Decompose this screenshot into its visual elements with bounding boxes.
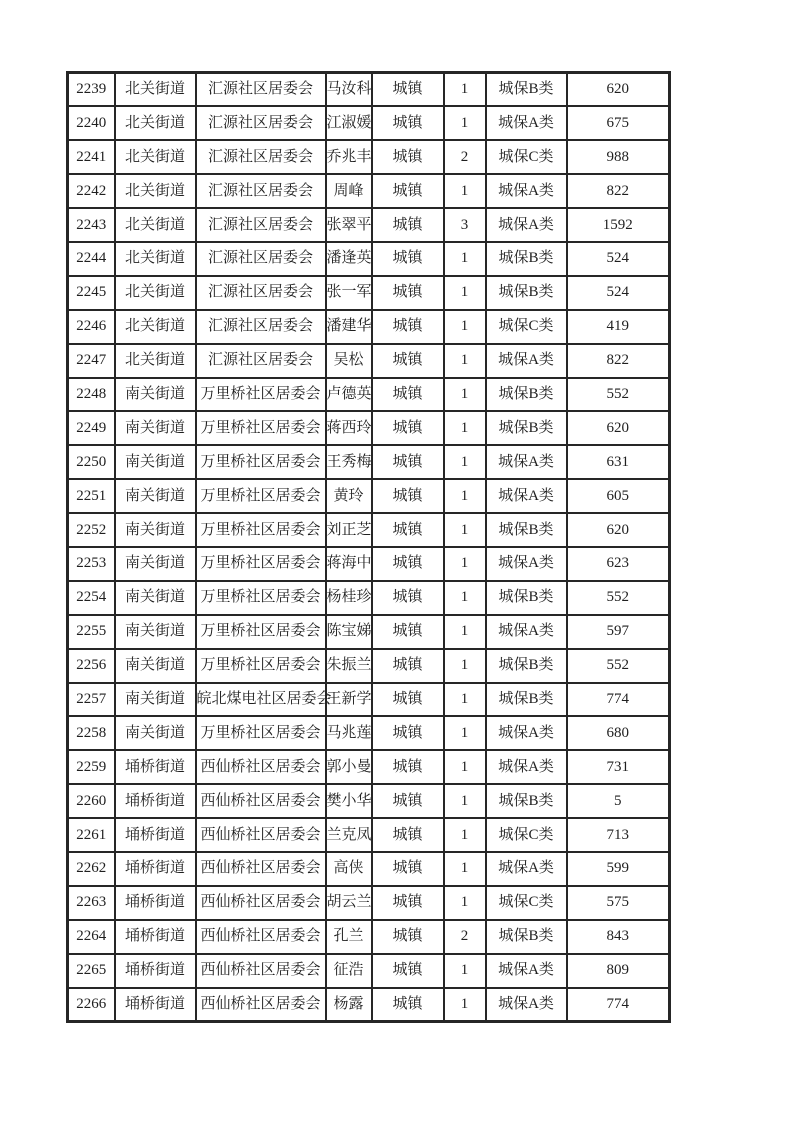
table-row bbox=[68, 716, 670, 750]
table-cell: 埇桥街道 bbox=[115, 750, 196, 784]
table-cell: 822 bbox=[567, 174, 670, 208]
table-row bbox=[68, 479, 670, 513]
table-cell: 埇桥街道 bbox=[115, 852, 196, 886]
table-cell: 北关街道 bbox=[115, 174, 196, 208]
table-cell: 城保A类 bbox=[486, 445, 567, 479]
table-cell: 汇源社区居委会 bbox=[196, 140, 326, 174]
table-cell: 城镇 bbox=[372, 344, 444, 378]
table-cell: 北关街道 bbox=[115, 73, 196, 107]
table-cell: 埇桥街道 bbox=[115, 920, 196, 954]
table-cell: 2 bbox=[444, 920, 486, 954]
table-cell: 2247 bbox=[68, 344, 115, 378]
table-cell: 城保B类 bbox=[486, 242, 567, 276]
table-cell: 城镇 bbox=[372, 954, 444, 988]
table-cell: 1 bbox=[444, 750, 486, 784]
table-row bbox=[68, 242, 670, 276]
table-row bbox=[68, 581, 670, 615]
table-cell: 南关街道 bbox=[115, 547, 196, 581]
table-cell: 潘建华 bbox=[326, 310, 372, 344]
table-cell: 1 bbox=[444, 513, 486, 547]
table-cell: 城镇 bbox=[372, 716, 444, 750]
table-cell: 北关街道 bbox=[115, 310, 196, 344]
table-cell: 兰克凤 bbox=[326, 818, 372, 852]
table-cell: 南关街道 bbox=[115, 683, 196, 717]
table-cell: 汇源社区居委会 bbox=[196, 106, 326, 140]
table-row bbox=[68, 513, 670, 547]
table-cell: 3 bbox=[444, 208, 486, 242]
table-cell: 刘正芝 bbox=[326, 513, 372, 547]
table-cell: 2 bbox=[444, 140, 486, 174]
table-cell: 北关街道 bbox=[115, 208, 196, 242]
table-cell: 西仙桥社区居委会 bbox=[196, 818, 326, 852]
table-cell: 631 bbox=[567, 445, 670, 479]
table-cell: 城镇 bbox=[372, 615, 444, 649]
table-cell: 城保A类 bbox=[486, 344, 567, 378]
table-cell: 埇桥街道 bbox=[115, 988, 196, 1022]
table-cell: 城镇 bbox=[372, 513, 444, 547]
table-row bbox=[68, 954, 670, 988]
table-cell: 杨露 bbox=[326, 988, 372, 1022]
table-cell: 城保A类 bbox=[486, 750, 567, 784]
table-cell: 王新学 bbox=[326, 683, 372, 717]
table-cell: 2244 bbox=[68, 242, 115, 276]
table-cell: 988 bbox=[567, 140, 670, 174]
table-cell: 汇源社区居委会 bbox=[196, 344, 326, 378]
table-cell: 1 bbox=[444, 310, 486, 344]
table-cell: 征浩 bbox=[326, 954, 372, 988]
table-cell: 城保A类 bbox=[486, 106, 567, 140]
table-cell: 1 bbox=[444, 886, 486, 920]
table-cell: 城镇 bbox=[372, 174, 444, 208]
table-cell: 孔兰 bbox=[326, 920, 372, 954]
table-cell: 城保A类 bbox=[486, 615, 567, 649]
table-row bbox=[68, 378, 670, 412]
table-cell: 2241 bbox=[68, 140, 115, 174]
table-cell: 2265 bbox=[68, 954, 115, 988]
table-cell: 埇桥街道 bbox=[115, 886, 196, 920]
table-row bbox=[68, 547, 670, 581]
table-cell: 524 bbox=[567, 276, 670, 310]
table-cell: 599 bbox=[567, 852, 670, 886]
table-cell: 城保B类 bbox=[486, 411, 567, 445]
table-cell: 万里桥社区居委会 bbox=[196, 513, 326, 547]
table-cell: 1 bbox=[444, 378, 486, 412]
table-cell: 575 bbox=[567, 886, 670, 920]
table-row bbox=[68, 344, 670, 378]
table-cell: 城保A类 bbox=[486, 954, 567, 988]
table-cell: 万里桥社区居委会 bbox=[196, 479, 326, 513]
table-cell: 万里桥社区居委会 bbox=[196, 378, 326, 412]
table-cell: 2249 bbox=[68, 411, 115, 445]
table-cell: 北关街道 bbox=[115, 344, 196, 378]
table-cell: 西仙桥社区居委会 bbox=[196, 852, 326, 886]
table-cell: 城镇 bbox=[372, 683, 444, 717]
table-cell: 城保B类 bbox=[486, 73, 567, 107]
table-cell: 1 bbox=[444, 411, 486, 445]
table-cell: 2253 bbox=[68, 547, 115, 581]
table-cell: 1 bbox=[444, 615, 486, 649]
table-cell: 南关街道 bbox=[115, 479, 196, 513]
table-cell: 2255 bbox=[68, 615, 115, 649]
table-cell: 680 bbox=[567, 716, 670, 750]
table-cell: 城镇 bbox=[372, 378, 444, 412]
table-cell: 675 bbox=[567, 106, 670, 140]
table-cell: 城保A类 bbox=[486, 208, 567, 242]
table-cell: 南关街道 bbox=[115, 378, 196, 412]
table-cell: 埇桥街道 bbox=[115, 954, 196, 988]
table-cell: 胡云兰 bbox=[326, 886, 372, 920]
table-cell: 城镇 bbox=[372, 920, 444, 954]
table-cell: 黄玲 bbox=[326, 479, 372, 513]
table-cell: 汇源社区居委会 bbox=[196, 174, 326, 208]
table-cell: 王秀梅 bbox=[326, 445, 372, 479]
table-cell: 1 bbox=[444, 716, 486, 750]
table-cell: 城保B类 bbox=[486, 649, 567, 683]
table-cell: 西仙桥社区居委会 bbox=[196, 784, 326, 818]
table-cell: 2248 bbox=[68, 378, 115, 412]
table-cell: 潘逢英 bbox=[326, 242, 372, 276]
table-row bbox=[68, 73, 670, 107]
table-cell: 713 bbox=[567, 818, 670, 852]
table-cell: 城镇 bbox=[372, 750, 444, 784]
table-cell: 汇源社区居委会 bbox=[196, 310, 326, 344]
table-row bbox=[68, 886, 670, 920]
table-cell: 吴松 bbox=[326, 344, 372, 378]
table-cell: 774 bbox=[567, 683, 670, 717]
table-cell: 1 bbox=[444, 106, 486, 140]
table-cell: 汇源社区居委会 bbox=[196, 242, 326, 276]
table-cell: 419 bbox=[567, 310, 670, 344]
table-cell: 南关街道 bbox=[115, 581, 196, 615]
table-cell: 北关街道 bbox=[115, 106, 196, 140]
table-cell: 2256 bbox=[68, 649, 115, 683]
table-row bbox=[68, 818, 670, 852]
table-cell: 南关街道 bbox=[115, 716, 196, 750]
table-row bbox=[68, 615, 670, 649]
table-cell: 朱振兰 bbox=[326, 649, 372, 683]
table-cell: 623 bbox=[567, 547, 670, 581]
table-cell: 1 bbox=[444, 988, 486, 1022]
table-row bbox=[68, 310, 670, 344]
table-row bbox=[68, 852, 670, 886]
table-cell: 城镇 bbox=[372, 310, 444, 344]
table-cell: 城镇 bbox=[372, 411, 444, 445]
table-cell: 樊小华 bbox=[326, 784, 372, 818]
table-cell: 南关街道 bbox=[115, 411, 196, 445]
table-cell: 城镇 bbox=[372, 988, 444, 1022]
table-cell: 万里桥社区居委会 bbox=[196, 445, 326, 479]
table-row bbox=[68, 784, 670, 818]
table-cell: 774 bbox=[567, 988, 670, 1022]
table-cell: 2239 bbox=[68, 73, 115, 107]
table-row bbox=[68, 988, 670, 1022]
table-cell: 2254 bbox=[68, 581, 115, 615]
table-cell: 江淑媛 bbox=[326, 106, 372, 140]
table-cell: 1 bbox=[444, 445, 486, 479]
table-cell: 1 bbox=[444, 242, 486, 276]
table-cell: 605 bbox=[567, 479, 670, 513]
table-cell: 620 bbox=[567, 513, 670, 547]
table-row bbox=[68, 649, 670, 683]
table-cell: 马汝科 bbox=[326, 73, 372, 107]
table-cell: 822 bbox=[567, 344, 670, 378]
table-cell: 2263 bbox=[68, 886, 115, 920]
table-cell: 西仙桥社区居委会 bbox=[196, 920, 326, 954]
table-cell: 张翠平 bbox=[326, 208, 372, 242]
table-cell: 2259 bbox=[68, 750, 115, 784]
table-cell: 城保A类 bbox=[486, 174, 567, 208]
table-cell: 城保A类 bbox=[486, 547, 567, 581]
table-cell: 2243 bbox=[68, 208, 115, 242]
table-cell: 城镇 bbox=[372, 581, 444, 615]
table-cell: 城镇 bbox=[372, 242, 444, 276]
table-cell: 汇源社区居委会 bbox=[196, 73, 326, 107]
table-cell: 1 bbox=[444, 784, 486, 818]
table-cell: 汇源社区居委会 bbox=[196, 208, 326, 242]
table-cell: 524 bbox=[567, 242, 670, 276]
table-cell: 城镇 bbox=[372, 649, 444, 683]
table-cell: 1 bbox=[444, 479, 486, 513]
table-cell: 城镇 bbox=[372, 852, 444, 886]
table-cell: 2261 bbox=[68, 818, 115, 852]
table-cell: 620 bbox=[567, 73, 670, 107]
table-cell: 万里桥社区居委会 bbox=[196, 411, 326, 445]
table-cell: 城保C类 bbox=[486, 310, 567, 344]
table-cell: 杨桂珍 bbox=[326, 581, 372, 615]
table-row bbox=[68, 445, 670, 479]
table-cell: 南关街道 bbox=[115, 649, 196, 683]
table-cell: 埇桥街道 bbox=[115, 784, 196, 818]
table-cell: 2242 bbox=[68, 174, 115, 208]
table-cell: 万里桥社区居委会 bbox=[196, 716, 326, 750]
table-cell: 西仙桥社区居委会 bbox=[196, 954, 326, 988]
table-cell: 北关街道 bbox=[115, 276, 196, 310]
table-cell: 城镇 bbox=[372, 886, 444, 920]
table-cell: 乔兆丰 bbox=[326, 140, 372, 174]
table-cell: 2251 bbox=[68, 479, 115, 513]
table-cell: 2258 bbox=[68, 716, 115, 750]
table-cell: 郭小曼 bbox=[326, 750, 372, 784]
table-row bbox=[68, 411, 670, 445]
table-cell: 城保B类 bbox=[486, 276, 567, 310]
table-cell: 城保B类 bbox=[486, 920, 567, 954]
table-cell: 5 bbox=[567, 784, 670, 818]
table-cell: 2250 bbox=[68, 445, 115, 479]
table-cell: 城镇 bbox=[372, 276, 444, 310]
table-cell: 1592 bbox=[567, 208, 670, 242]
table-cell: 843 bbox=[567, 920, 670, 954]
table-cell: 城保B类 bbox=[486, 784, 567, 818]
table-cell: 西仙桥社区居委会 bbox=[196, 886, 326, 920]
table-cell: 西仙桥社区居委会 bbox=[196, 750, 326, 784]
table-cell: 2240 bbox=[68, 106, 115, 140]
table-cell: 城保A类 bbox=[486, 716, 567, 750]
table-cell: 1 bbox=[444, 344, 486, 378]
table-cell: 552 bbox=[567, 581, 670, 615]
table-cell: 皖北煤电社区居委会 bbox=[196, 683, 326, 717]
table-cell: 万里桥社区居委会 bbox=[196, 581, 326, 615]
table-cell: 城保C类 bbox=[486, 140, 567, 174]
table-cell: 2257 bbox=[68, 683, 115, 717]
table-cell: 万里桥社区居委会 bbox=[196, 547, 326, 581]
table-cell: 北关街道 bbox=[115, 140, 196, 174]
table-cell: 城保B类 bbox=[486, 378, 567, 412]
table-cell: 731 bbox=[567, 750, 670, 784]
table-cell: 北关街道 bbox=[115, 242, 196, 276]
benefit-roster-table bbox=[66, 71, 671, 1023]
table-cell: 城镇 bbox=[372, 479, 444, 513]
table-row bbox=[68, 140, 670, 174]
table-cell: 埇桥街道 bbox=[115, 818, 196, 852]
table-cell: 城镇 bbox=[372, 784, 444, 818]
table-cell: 汇源社区居委会 bbox=[196, 276, 326, 310]
table-row bbox=[68, 208, 670, 242]
table-cell: 南关街道 bbox=[115, 615, 196, 649]
table-row bbox=[68, 683, 670, 717]
table-cell: 1 bbox=[444, 276, 486, 310]
table-cell: 2252 bbox=[68, 513, 115, 547]
table-cell: 2246 bbox=[68, 310, 115, 344]
table-row bbox=[68, 106, 670, 140]
table-cell: 万里桥社区居委会 bbox=[196, 649, 326, 683]
table-cell: 2262 bbox=[68, 852, 115, 886]
table-cell: 2264 bbox=[68, 920, 115, 954]
table-cell: 城保C类 bbox=[486, 818, 567, 852]
table-cell: 马兆莲 bbox=[326, 716, 372, 750]
table-cell: 城镇 bbox=[372, 140, 444, 174]
table-cell: 南关街道 bbox=[115, 513, 196, 547]
benefit-table-body bbox=[68, 73, 670, 1022]
table-row bbox=[68, 276, 670, 310]
table-cell: 城保A类 bbox=[486, 988, 567, 1022]
table-cell: 2266 bbox=[68, 988, 115, 1022]
table-cell: 城镇 bbox=[372, 547, 444, 581]
table-cell: 552 bbox=[567, 378, 670, 412]
table-cell: 1 bbox=[444, 683, 486, 717]
table-cell: 城保A类 bbox=[486, 479, 567, 513]
table-cell: 西仙桥社区居委会 bbox=[196, 988, 326, 1022]
table-cell: 1 bbox=[444, 174, 486, 208]
table-cell: 1 bbox=[444, 547, 486, 581]
table-cell: 卢德英 bbox=[326, 378, 372, 412]
table-cell: 2260 bbox=[68, 784, 115, 818]
table-cell: 陈宝娣 bbox=[326, 615, 372, 649]
table-cell: 万里桥社区居委会 bbox=[196, 615, 326, 649]
table-cell: 城镇 bbox=[372, 818, 444, 852]
table-cell: 1 bbox=[444, 852, 486, 886]
table-cell: 552 bbox=[567, 649, 670, 683]
table-cell: 1 bbox=[444, 581, 486, 615]
table-cell: 1 bbox=[444, 818, 486, 852]
table-cell: 南关街道 bbox=[115, 445, 196, 479]
table-row bbox=[68, 750, 670, 784]
table-cell: 1 bbox=[444, 954, 486, 988]
table-cell: 城保C类 bbox=[486, 886, 567, 920]
table-cell: 蒋西玲 bbox=[326, 411, 372, 445]
table-cell: 高侠 bbox=[326, 852, 372, 886]
table-cell: 2245 bbox=[68, 276, 115, 310]
table-cell: 蒋海中 bbox=[326, 547, 372, 581]
table-cell: 620 bbox=[567, 411, 670, 445]
table-cell: 城镇 bbox=[372, 106, 444, 140]
table-cell: 城镇 bbox=[372, 445, 444, 479]
table-cell: 城保B类 bbox=[486, 581, 567, 615]
table-cell: 城保B类 bbox=[486, 683, 567, 717]
table-cell: 城镇 bbox=[372, 208, 444, 242]
table-cell: 张一军 bbox=[326, 276, 372, 310]
table-row bbox=[68, 174, 670, 208]
table-cell: 809 bbox=[567, 954, 670, 988]
table-row bbox=[68, 920, 670, 954]
table-cell: 1 bbox=[444, 73, 486, 107]
table-cell: 城保A类 bbox=[486, 852, 567, 886]
table-cell: 1 bbox=[444, 649, 486, 683]
table-cell: 城镇 bbox=[372, 73, 444, 107]
table-cell: 597 bbox=[567, 615, 670, 649]
table-cell: 城保B类 bbox=[486, 513, 567, 547]
table-cell: 周峰 bbox=[326, 174, 372, 208]
